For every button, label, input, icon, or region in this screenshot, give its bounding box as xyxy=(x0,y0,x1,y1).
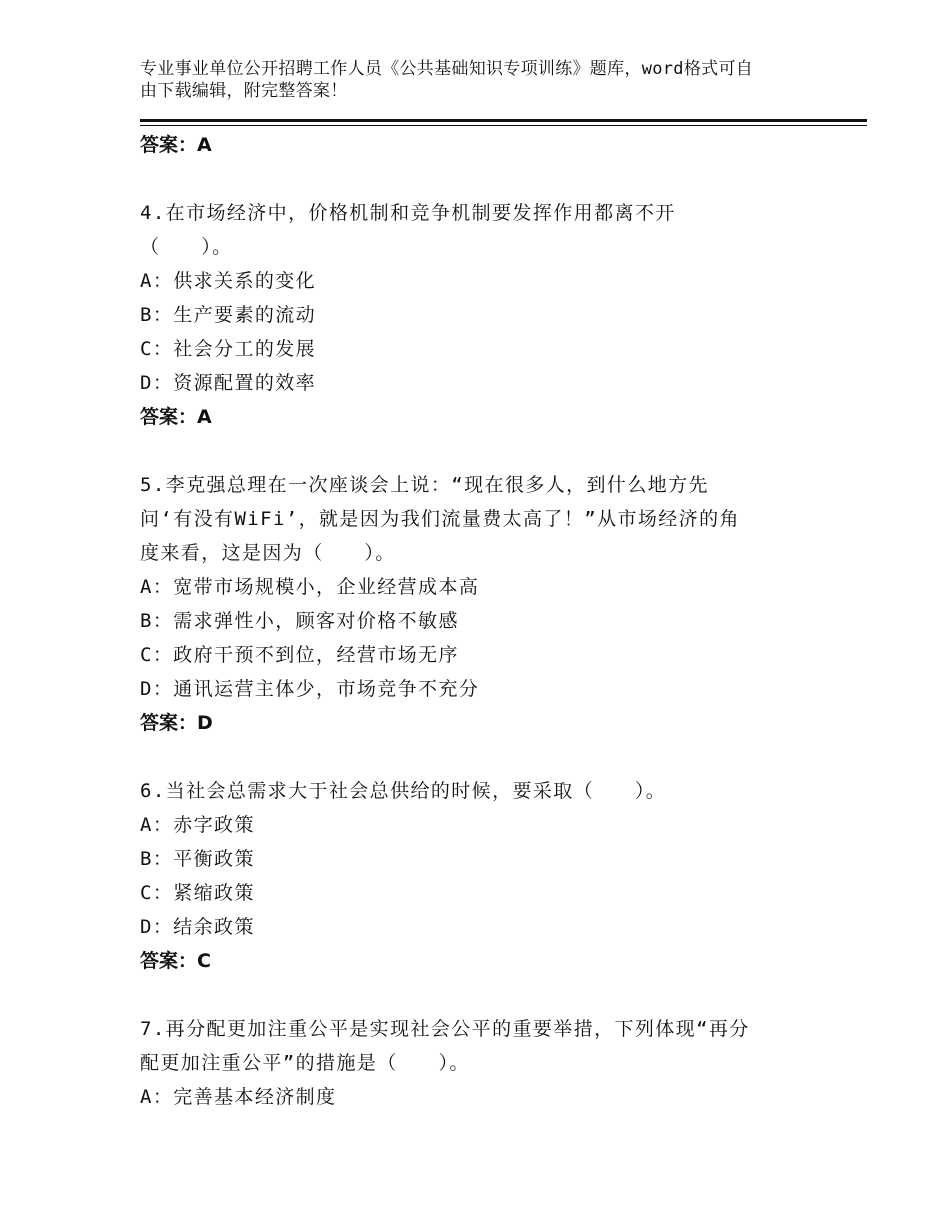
question-text: 问‘有没有WiFi’，就是因为我们流量费太高了！”从市场经济的角 xyxy=(140,508,740,530)
header-rule-thick xyxy=(140,119,867,122)
answer-line: 答案：D xyxy=(140,712,213,734)
answer-line: 答案：A xyxy=(140,406,212,428)
option-b: B：生产要素的流动 xyxy=(140,304,317,326)
question-item xyxy=(140,774,820,978)
option-c: C：政府干预不到位，经营市场无序 xyxy=(140,644,459,666)
question-text: 配更加注重公平”的措施是（ ）。 xyxy=(140,1052,470,1074)
question-text: 5.李克强总理在一次座谈会上说：“现在很多人，到什么地方先 xyxy=(140,474,709,496)
question-list xyxy=(140,128,820,1114)
question-text: 度来看，这是因为（ ）。 xyxy=(140,542,396,564)
option-a: A：完善基本经济制度 xyxy=(140,1086,337,1108)
option-d: D：通讯运营主体少，市场竞争不充分 xyxy=(140,678,480,700)
question-item xyxy=(140,468,820,740)
answer-line: 答案：A xyxy=(140,134,212,156)
option-c: C：社会分工的发展 xyxy=(140,338,317,360)
question-text: 6.当社会总需求大于社会总供给的时候，要采取（ ）。 xyxy=(140,780,667,802)
page-header xyxy=(140,58,820,102)
question-item xyxy=(140,1012,820,1114)
answer-line: 答案：C xyxy=(140,950,211,972)
header-line-2: 由下载编辑，附完整答案！ xyxy=(140,81,348,101)
option-b: B：需求弹性小，顾客对价格不敏感 xyxy=(140,610,459,632)
option-a: A：供求关系的变化 xyxy=(140,270,317,292)
option-d: D：结余政策 xyxy=(140,916,255,938)
option-a: A：赤字政策 xyxy=(140,814,255,836)
question-text: 4.在市场经济中，价格机制和竞争机制要发挥作用都离不开 xyxy=(140,202,676,224)
header-rule-thin xyxy=(140,125,867,126)
question-item xyxy=(140,196,820,434)
option-b: B：平衡政策 xyxy=(140,848,255,870)
question-text: （ ）。 xyxy=(140,236,233,258)
option-a: A：宽带市场规模小，企业经营成本高 xyxy=(140,576,480,598)
header-line-1: 专业事业单位公开招聘工作人员《公共基础知识专项训练》题库，word格式可自 xyxy=(140,59,754,79)
option-c: C：紧缩政策 xyxy=(140,882,255,904)
question-text: 7.再分配更加注重公平是实现社会公平的重要举措，下列体现“再分 xyxy=(140,1018,750,1040)
option-d: D：资源配置的效率 xyxy=(140,372,317,394)
